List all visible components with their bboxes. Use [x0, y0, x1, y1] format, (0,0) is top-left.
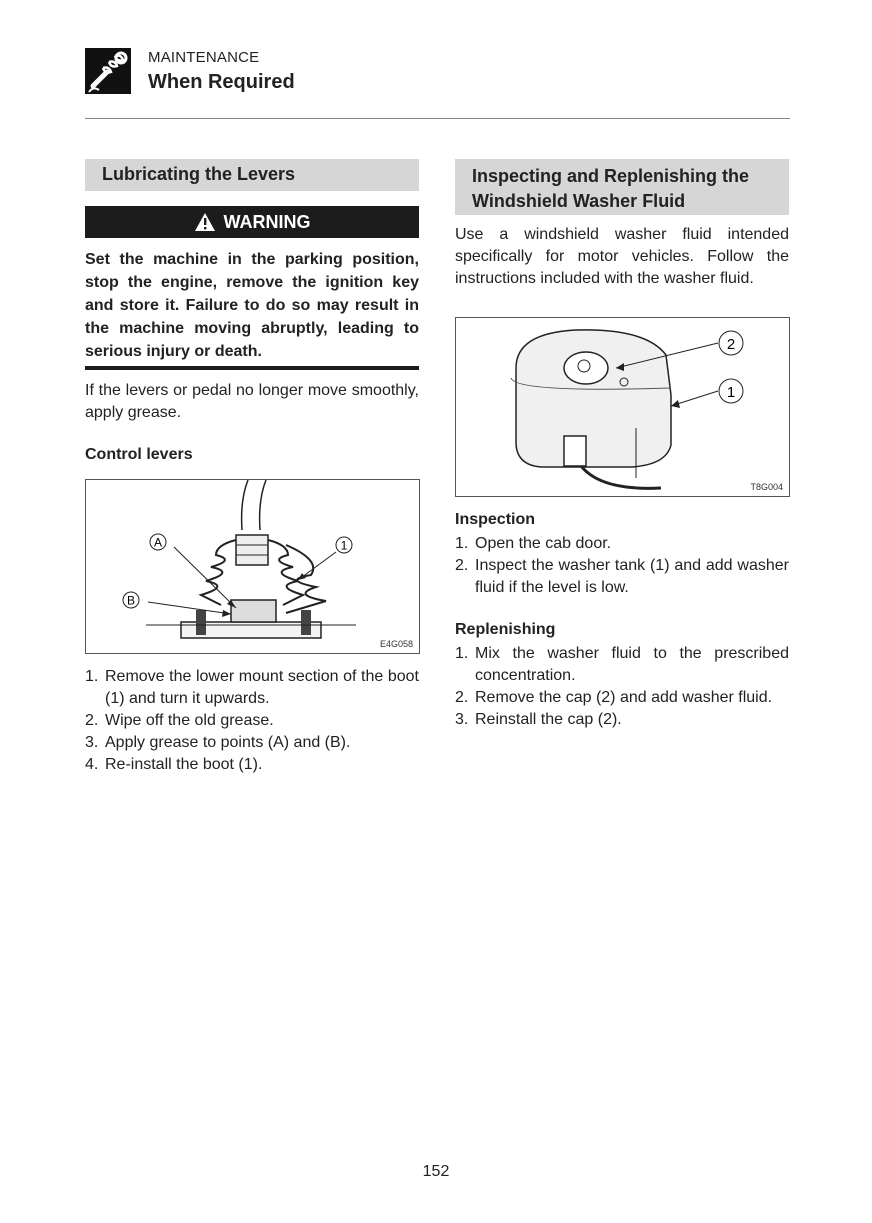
page-title: When Required — [148, 71, 295, 93]
header-divider — [85, 118, 790, 119]
control-lever-illustration — [86, 480, 419, 653]
list-item: 1. Remove the lower mount section of the boot (1) and turn it upwards. — [85, 668, 419, 707]
control-levers-subheading: Control levers — [85, 446, 193, 463]
page-number: 152 — [422, 1163, 450, 1180]
list-item: 2. Wipe off the old grease. — [85, 712, 274, 729]
figure-label-b: B — [126, 593, 136, 608]
control-lever-figure — [85, 479, 420, 654]
section-heading-line2: Windshield Washer Fluid — [472, 191, 686, 211]
washer-tank-illustration — [456, 318, 789, 496]
figure-label-1: 1 — [726, 384, 736, 401]
list-item: 2. Remove the cap (2) and add washer fluid. — [455, 689, 773, 706]
warning-banner — [85, 206, 419, 238]
warning-divider — [85, 366, 419, 370]
list-item: 4. Re-install the boot (1). — [85, 756, 263, 773]
warning-text: Set the machine in the parking position, stop the engine, remove the ignition key and store it. Failure to do so may result in the machine moving abruptly, leading to serious injury or death. — [85, 251, 419, 360]
figure-code: E4G058 — [379, 639, 413, 649]
figure-label-2: 2 — [726, 336, 736, 353]
washer-intro-text: Use a windshield washer fluid intended specifically for motor vehicles. Follow the instructions included with the washer fluid. — [455, 226, 789, 287]
warning-label: WARNING — [223, 211, 311, 232]
list-item: 1. Open the cab door. — [455, 535, 612, 552]
washer-tank-figure — [455, 317, 790, 497]
inspection-subheading: Inspection — [455, 511, 536, 528]
section-heading-line1: Inspecting and Replenishing the — [472, 166, 750, 186]
inspection-steps — [455, 533, 789, 599]
list-item: 1. Mix the washer fluid to the prescribed concentration. — [455, 645, 789, 684]
figure-code: T8G004 — [750, 482, 783, 492]
section-heading-lubricating: Lubricating the Levers — [85, 159, 419, 191]
list-item: 2. Inspect the washer tank (1) and add washer fluid if the level is low. — [455, 557, 789, 596]
figure-label-1: 1 — [340, 538, 348, 553]
lubrication-steps — [85, 666, 419, 776]
list-item: 3. Apply grease to points (A) and (B). — [85, 734, 351, 751]
list-item: 3. Reinstall the cap (2). — [455, 711, 622, 728]
warning-triangle-icon — [194, 212, 216, 232]
section-heading-washer-fluid — [455, 159, 789, 215]
lever-intro-text: If the levers or pedal no longer move smoothly, apply grease. — [85, 382, 419, 421]
header-section-label: MAINTENANCE — [148, 49, 260, 66]
replenishing-steps — [455, 643, 789, 731]
maintenance-wrench-icon — [85, 48, 131, 94]
replenishing-subheading: Replenishing — [455, 621, 556, 638]
figure-label-a: A — [153, 535, 163, 550]
